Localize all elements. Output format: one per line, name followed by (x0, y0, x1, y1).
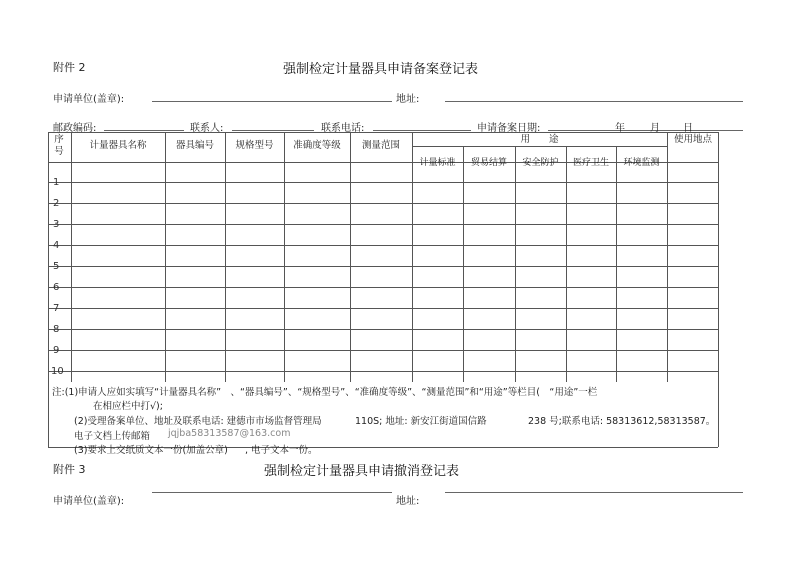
row-line (48, 245, 718, 246)
header-purpose-standard: 计量标准 (419, 158, 456, 168)
row-line (48, 308, 718, 309)
header-purpose-environment: 环境监测 (623, 158, 660, 168)
header-number: 器具编号 (175, 140, 214, 151)
purpose-divider (412, 146, 667, 147)
row-number: 9 (53, 345, 60, 356)
note-line-4b: , 电子文本一份。 (245, 445, 318, 456)
row-number: 7 (53, 303, 60, 314)
col-line (566, 146, 567, 382)
row-line (48, 371, 718, 372)
postcode-label: 邮政编码: (53, 123, 97, 134)
applicant-field[interactable] (152, 101, 392, 102)
col-line (515, 146, 516, 382)
header-accuracy: 准确度等级 (293, 140, 341, 151)
date-field[interactable] (548, 130, 743, 131)
annex-3-applicant-label: 申请单位(盖章): (53, 496, 125, 507)
row-line (48, 287, 718, 288)
col-line (350, 132, 351, 382)
note-email[interactable]: jqjba58313587@163.com (168, 428, 291, 439)
date-year: 年 (615, 123, 625, 134)
note-line-3a: 电子文档上传邮箱 (74, 431, 151, 442)
row-number: 3 (53, 219, 60, 230)
table-top-border (48, 132, 718, 133)
date-day: 日 (683, 123, 693, 134)
table-left-border (48, 132, 49, 447)
header-model: 规格型号 (235, 140, 274, 151)
date-label: 申请备案日期: (477, 123, 541, 134)
note-line-4a: (3)要求上交纸质文本一份(加盖公章) (74, 445, 228, 456)
note-line-2c: 238 号;联系电话: 58313612,58313587。 (528, 416, 716, 427)
row-number: 8 (53, 324, 60, 335)
annex-2-label: 附件 2 (53, 61, 86, 74)
row-line (48, 203, 718, 204)
annex-3-title: 强制检定计量器具申请撤消登记表 (264, 464, 460, 479)
phone-label: 联系电话: (321, 123, 365, 134)
col-line (71, 132, 72, 382)
table-right-border (718, 132, 719, 447)
col-line (284, 132, 285, 382)
annex-3-label: 附件 3 (53, 463, 86, 476)
row-number: 5 (53, 261, 60, 272)
annex-2-title: 强制检定计量器具申请备案登记表 (283, 62, 479, 77)
note-line-1b: 在相应栏中打√); (93, 401, 163, 412)
contact-field[interactable] (232, 130, 314, 131)
col-line (412, 132, 413, 382)
note-line-2a: (2)受理备案单位、地址及联系电话: 建德市市场监督管理局 (74, 416, 322, 427)
annex-3-address-field[interactable] (445, 492, 743, 493)
col-line (225, 132, 226, 382)
header-purpose-safety: 安全防护 (522, 158, 559, 168)
header-name: 计量器具名称 (89, 140, 147, 151)
annex-3-applicant-field[interactable] (152, 492, 392, 493)
note-line-1: 注:(1)申请人应如实填写“计量器具名称” 、“器具编号”、“规格型号”、“准确度等级”、“测量范围”和“用途”等栏目( “用途”一栏 (52, 387, 598, 398)
header-location: 使用地点 (673, 134, 712, 145)
header-seq: 序号 (54, 134, 64, 157)
row-number: 2 (53, 198, 60, 209)
address-label: 地址: (396, 94, 420, 105)
col-line (165, 132, 166, 382)
col-line (616, 146, 617, 382)
row-number: 6 (53, 282, 60, 293)
annex-3-address-label: 地址: (396, 496, 420, 507)
row-line (48, 182, 718, 183)
col-line (463, 146, 464, 382)
note-line-2b: 110S; 地址: 新安江街道国信路 (355, 416, 487, 427)
contact-label: 联系人: (190, 123, 224, 134)
date-month: 月 (650, 123, 660, 134)
phone-field[interactable] (373, 130, 471, 131)
col-line (667, 132, 668, 382)
row-line (48, 224, 718, 225)
address-field[interactable] (445, 101, 743, 102)
header-purpose-medical: 医疗卫生 (572, 158, 609, 168)
row-number: 4 (53, 240, 60, 251)
row-line (48, 329, 718, 330)
row-number: 1 (53, 177, 60, 188)
row-line (48, 266, 718, 267)
header-purpose-trade: 贸易结算 (470, 158, 507, 168)
row-number: 10 (51, 366, 64, 377)
header-purpose: 用 途 (520, 134, 559, 145)
postcode-field[interactable] (104, 130, 184, 131)
row-line (48, 350, 718, 351)
header-range: 测量范围 (361, 140, 400, 151)
applicant-label: 申请单位(盖章): (53, 94, 125, 105)
